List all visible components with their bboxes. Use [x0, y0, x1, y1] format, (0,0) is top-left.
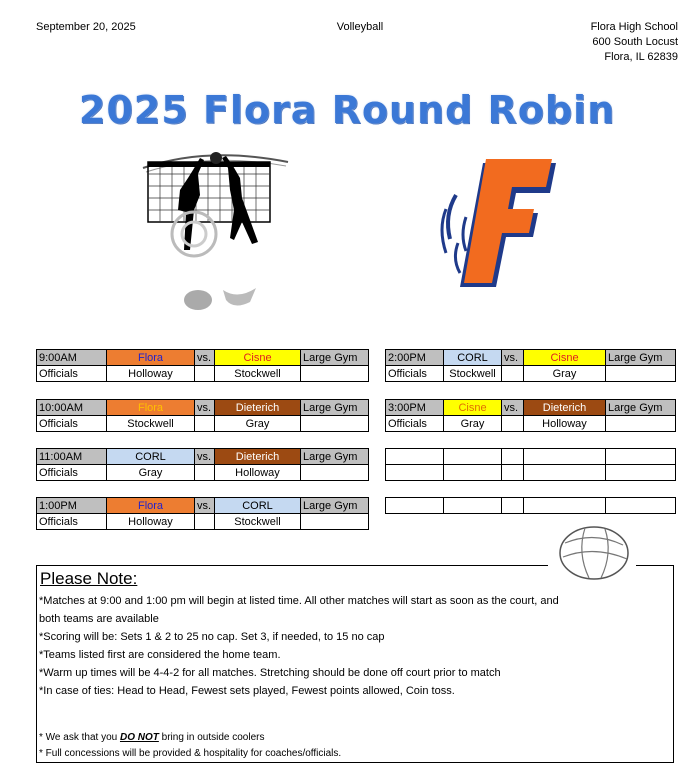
- official-home: Stockwell: [444, 366, 502, 382]
- match-time: 11:00AM: [37, 449, 107, 465]
- officials-row: [37, 416, 369, 432]
- header-date: September 20, 2025: [36, 21, 136, 33]
- away-team: CORL: [215, 498, 301, 514]
- officials-label: Officials: [386, 416, 444, 432]
- match-table-5: [385, 349, 676, 382]
- note-line: *Scoring will be: Sets 1 & 2 to 25 no cap. Set 3, if needed, to 15 no cap: [39, 631, 385, 643]
- home-team: Flora: [107, 498, 195, 514]
- match-table-1: [36, 349, 369, 382]
- home-team: Flora: [107, 350, 195, 366]
- officials-row: [37, 514, 369, 530]
- coolers-note: * We ask that you DO NOT bring in outside coolers: [39, 732, 265, 743]
- home-team: Cisne: [444, 400, 502, 416]
- versus-label: vs.: [502, 350, 524, 366]
- match-time: 3:00PM: [386, 400, 444, 416]
- versus-label: vs.: [195, 498, 215, 514]
- official-home: Stockwell: [107, 416, 195, 432]
- do-not-emphasis: DO NOT: [119, 732, 159, 743]
- official-home: Holloway: [107, 514, 195, 530]
- match-row: [386, 350, 676, 366]
- official-home: Holloway: [107, 366, 195, 382]
- note-line: *Teams listed first are considered the home team.: [39, 649, 281, 661]
- school-address-line1: 600 South Locust: [592, 36, 678, 48]
- official-home: Gray: [107, 465, 195, 481]
- match-row: [37, 400, 369, 416]
- venue: Large Gym: [301, 400, 369, 416]
- venue: Large Gym: [301, 350, 369, 366]
- match-table-4: [36, 497, 369, 530]
- venue: Large Gym: [606, 400, 676, 416]
- versus-label: vs.: [195, 350, 215, 366]
- home-team: Flora: [107, 400, 195, 416]
- flora-f-logo-icon: [438, 155, 558, 295]
- note-line: *Warm up times will be 4-4-2 for all matches. Stretching should be done off court prior to match: [39, 667, 501, 679]
- notes-title: Please Note:: [40, 569, 138, 588]
- official-away: Stockwell: [215, 366, 301, 382]
- officials-row: [37, 465, 369, 481]
- match-table-6: [385, 399, 676, 432]
- match-row: [37, 449, 369, 465]
- home-team: CORL: [107, 449, 195, 465]
- match-time: 1:00PM: [37, 498, 107, 514]
- concessions-note: * Full concessions will be provided & hospitality for coaches/officials.: [39, 748, 342, 759]
- versus-label: vs.: [195, 400, 215, 416]
- venue: Large Gym: [301, 498, 369, 514]
- notes-footer: [39, 730, 669, 762]
- officials-row: [386, 366, 676, 382]
- match-table-2: [36, 399, 369, 432]
- official-home: Gray: [444, 416, 502, 432]
- venue: Large Gym: [606, 350, 676, 366]
- officials-label: Officials: [37, 514, 107, 530]
- match-time: 10:00AM: [37, 400, 107, 416]
- officials-label: Officials: [37, 465, 107, 481]
- note-line: both teams are available: [39, 613, 159, 625]
- school-address-line2: Flora, IL 62839: [604, 51, 678, 63]
- officials-label: Officials: [37, 366, 107, 382]
- official-away: Gray: [215, 416, 301, 432]
- home-team: CORL: [444, 350, 502, 366]
- volleyball-icon: [555, 523, 633, 583]
- away-team: Cisne: [215, 350, 301, 366]
- versus-label: vs.: [502, 400, 524, 416]
- match-row: [386, 400, 676, 416]
- versus-label: vs.: [195, 449, 215, 465]
- official-away: Holloway: [215, 465, 301, 481]
- page-title: 2025 Flora Round Robin: [78, 88, 616, 132]
- header-sport: Volleyball: [336, 21, 384, 33]
- officials-row: [386, 416, 676, 432]
- match-time: 9:00AM: [37, 350, 107, 366]
- school-name: Flora High School: [590, 21, 678, 33]
- match-row: [37, 498, 369, 514]
- empty-table-1: [385, 448, 676, 481]
- away-team: Dieterich: [215, 400, 301, 416]
- official-away: Holloway: [524, 416, 606, 432]
- match-table-3: [36, 448, 369, 481]
- officials-row: [37, 366, 369, 382]
- away-team: Dieterich: [215, 449, 301, 465]
- empty-table-2: [385, 497, 676, 514]
- match-time: 2:00PM: [386, 350, 444, 366]
- venue: Large Gym: [301, 449, 369, 465]
- note-line: *Matches at 9:00 and 1:00 pm will begin at listed time. All other matches will start as soon as the court, and: [39, 595, 559, 607]
- note-line: *In case of ties: Head to Head, Fewest sets played, Fewest points allowed, Coin toss.: [39, 685, 455, 697]
- officials-label: Officials: [386, 366, 444, 382]
- header-school-block: [591, 20, 678, 65]
- notes-list: [39, 592, 669, 700]
- official-away: Gray: [524, 366, 606, 382]
- officials-label: Officials: [37, 416, 107, 432]
- volleyball-players-icon: [138, 150, 298, 320]
- match-row: [37, 350, 369, 366]
- away-team: Dieterich: [524, 400, 606, 416]
- away-team: Cisne: [524, 350, 606, 366]
- official-away: Stockwell: [215, 514, 301, 530]
